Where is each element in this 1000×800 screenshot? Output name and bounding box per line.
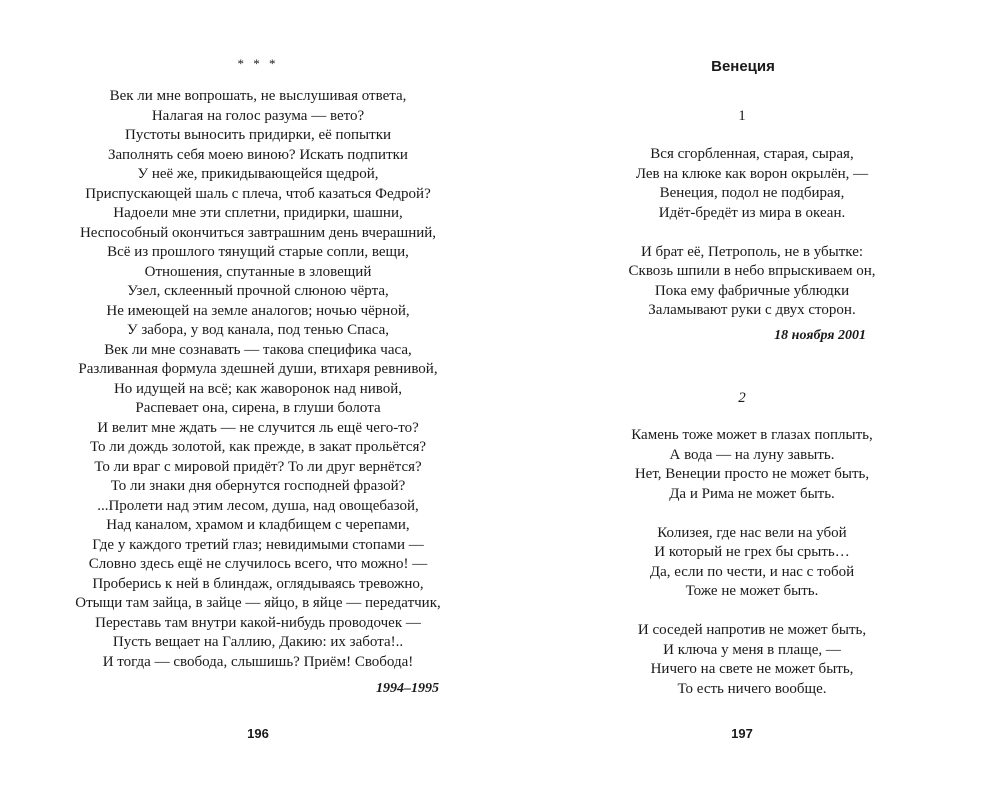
- poem-line: Сквозь шпили в небо впрыскиваем он,: [628, 263, 876, 279]
- poem-line: Неспособный окончиться завтрашним день вчерашний,: [79, 224, 437, 241]
- poem-line: Приспускающей шаль с плеча, чтоб казаться Федрой?: [85, 185, 431, 202]
- poem-line: Пока ему фабричные ублюдки: [654, 282, 850, 299]
- poem-line: А вода — на луну завыть.: [669, 446, 835, 463]
- poem-line: И ключа у меня в плаще, —: [663, 641, 841, 658]
- poem-section-1: [534, 145, 970, 321]
- poem-line: Заламывают руки с двух сторон.: [648, 302, 856, 318]
- poem-line: Ничего на свете не может быть,: [650, 661, 854, 677]
- poem-line: И брат её, Петрополь, не в убытке:: [640, 243, 864, 260]
- page-number: 197: [731, 726, 753, 741]
- poem-text: [40, 87, 476, 672]
- poem-line: Идёт-бредёт из мира в океан.: [658, 204, 846, 221]
- poem-line: Словно здесь ещё не случилось всего, что можно! —: [88, 556, 428, 572]
- poem-title: Венеция: [711, 58, 775, 75]
- poem-line: Да и Рима не может быть.: [669, 485, 835, 502]
- poem-line: Над каналом, храмом и кладбищем с черепами,: [106, 517, 410, 533]
- poem-line: Но идущей на всё; как жаворонок над нивой,: [113, 380, 403, 397]
- poem-line: Заполнять себя моею виною? Искать подпитки: [108, 146, 408, 163]
- poem-line: У забора, у вод канала, под тенью Спаса,: [126, 322, 390, 338]
- poem-line: Узел, склеенный прочной слюною чёрта,: [127, 283, 389, 299]
- poem-line: Нет, Венеции просто не может быть,: [634, 466, 870, 482]
- poem-line: Пустоты выносить придирки, её попытки: [124, 127, 392, 143]
- poem-line: Разливанная формула здешней души, втихаря ревнивой,: [78, 361, 438, 377]
- poem-line: И велит мне ждать — не случится ль ещё чего-то?: [97, 419, 419, 436]
- section-number: 2: [738, 390, 746, 406]
- poem-line: Век ли мне сознавать — такова специфика часа,: [104, 341, 412, 358]
- poem-line: И который не грех бы срыть…: [654, 544, 850, 560]
- poem-line: То ли знаки дня обернутся господней фразой?: [110, 478, 406, 494]
- poem-line: И тогда — свобода, слышишь? Приём! Свобода!: [102, 653, 414, 670]
- poem-line: Всё из прошлого тянущий старые сопли, вещи,: [107, 244, 409, 260]
- poem-line: Лев на клюке как ворон окрылён, —: [635, 165, 869, 182]
- poem-line: Отыщи там зайца, в зайце — яйцо, в яйце — передатчик,: [75, 595, 441, 611]
- section-separator: * * *: [237, 56, 279, 71]
- poem-line: То есть ничего вообще.: [677, 680, 827, 697]
- page-number: 196: [247, 726, 269, 741]
- poem-line: ...Пролети над этим лесом, душа, над овощебазой,: [97, 497, 419, 514]
- poem-line: Тоже не может быть.: [685, 583, 819, 599]
- section-number: 1: [738, 108, 746, 124]
- poem-line: Налагая на голос разума — вето?: [151, 107, 365, 124]
- poem-line: Распевает она, сирена, в глуши болота: [135, 400, 381, 416]
- right-page: [534, 0, 970, 800]
- poem-line: Венеция, подол не подбирая,: [659, 185, 845, 201]
- poem-line: Не имеющей на земле аналогов; ночью чёрной,: [106, 302, 410, 319]
- poem-line: Надоели мне эти сплетни, придирки, шашни,: [113, 205, 403, 221]
- poem-date: 18 ноября 2001: [774, 328, 866, 343]
- poem-line: У неё же, прикидывающейся щедрой,: [137, 166, 379, 182]
- poem-line: Колизея, где нас вели на убой: [657, 524, 847, 541]
- poem-line: Отношения, спутанные в зловещий: [144, 263, 372, 280]
- poem-date: 1994–1995: [376, 681, 439, 696]
- poem-line: Да, если по чести, и нас с тобой: [649, 563, 855, 580]
- poem-line: То ли враг с мировой придёт? То ли друг вернётся?: [94, 458, 422, 475]
- poem-line: Переставь там внутри какой-нибудь проводочек —: [95, 614, 421, 631]
- poem-section-2: [534, 426, 970, 699]
- poem-line: Вся сгорбленная, старая, сырая,: [650, 146, 854, 162]
- poem-line: То ли дождь золотой, как прежде, в закат прольётся?: [89, 439, 427, 455]
- poem-line: Пусть вещает на Галлию, Дакию: их забота!..: [112, 634, 404, 650]
- poem-line: Камень тоже может в глазах поплыть,: [631, 427, 873, 443]
- left-page: [40, 0, 476, 800]
- poem-line: Где у каждого третий глаз; невидимыми стопами —: [92, 536, 424, 553]
- poem-line: Век ли мне вопрошать, не выслушивая ответа,: [109, 88, 407, 104]
- poem-line: И соседей напротив не может быть,: [637, 622, 867, 638]
- poem-line: Проберись к ней в блиндаж, оглядываясь тревожно,: [92, 575, 424, 592]
